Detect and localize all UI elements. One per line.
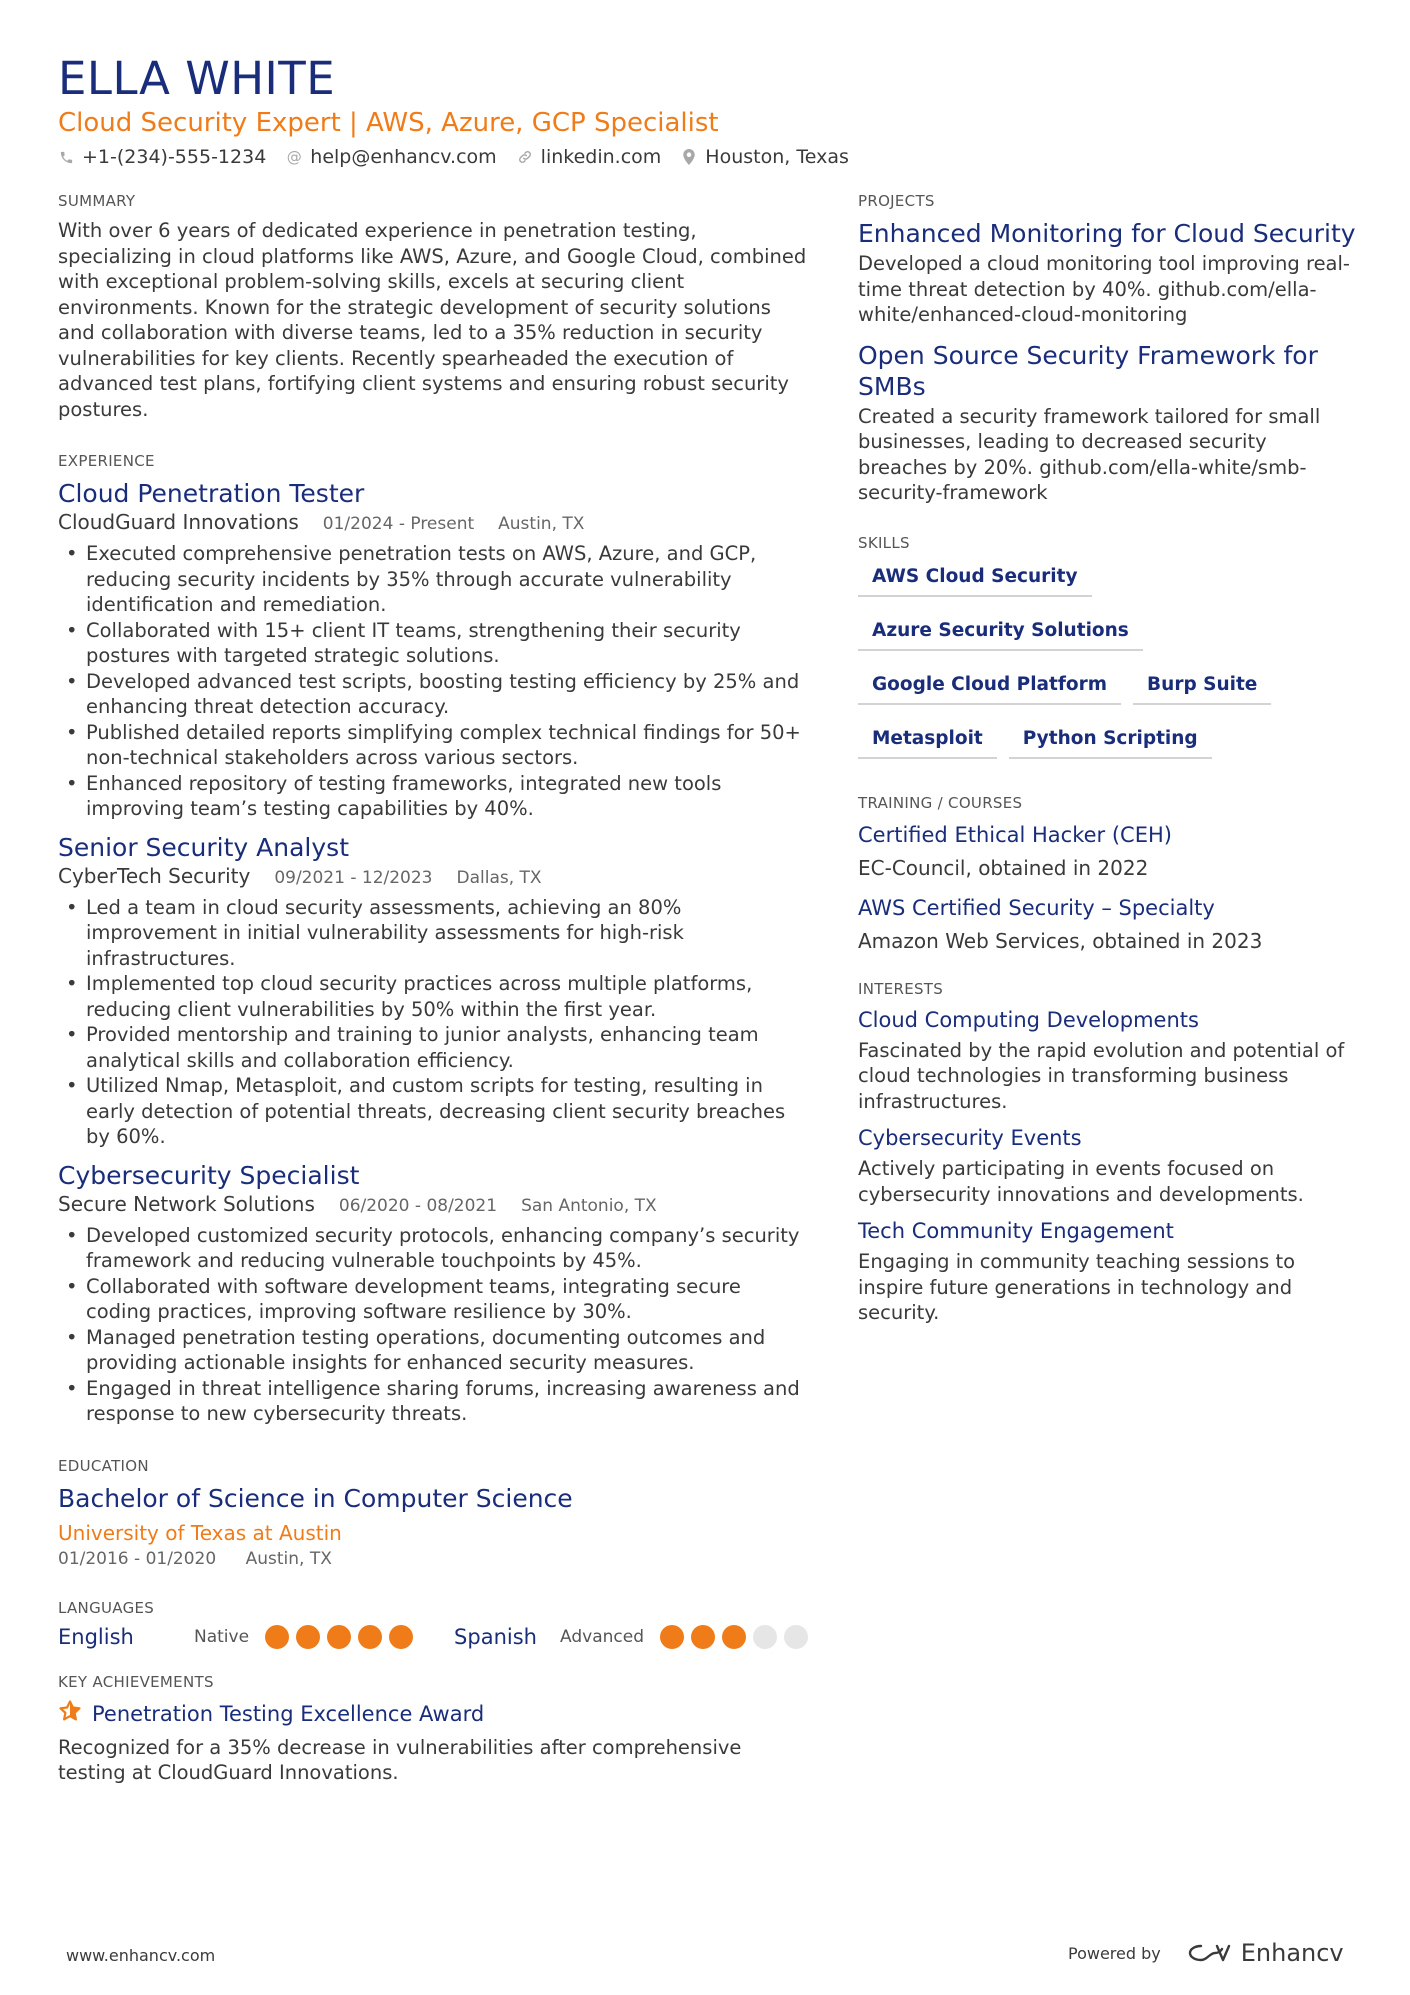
job-bullet: • Published detailed reports simplifying complex technical findings for 50+ non-technical stakeholders across various sectors. — [58, 720, 808, 771]
job-company: Secure Network Solutions — [58, 1191, 315, 1216]
rating-dot-empty — [784, 1625, 808, 1649]
candidate-name: ELLA WHITE — [58, 52, 336, 105]
education-heading: EDUCATION — [58, 1456, 149, 1475]
training-item — [858, 893, 1358, 956]
skill-tag: Metasploit — [858, 722, 997, 759]
rating-dot-filled — [389, 1625, 413, 1649]
training-item — [858, 820, 1358, 883]
job-dates: 01/2024 - Present — [322, 514, 475, 534]
rating-dot-filled — [722, 1625, 746, 1649]
link-icon — [517, 149, 533, 165]
job-title: Cybersecurity Specialist — [58, 1160, 360, 1190]
rating-dot-empty — [753, 1625, 777, 1649]
job-entry — [58, 1160, 808, 1427]
skill-list — [858, 560, 1378, 776]
language-level: Advanced — [560, 1626, 645, 1647]
job-bullet: • Provided mentorship and training to junior analysts, enhancing team analytical skills and collaboration efficiency. — [58, 1022, 808, 1073]
language-level: Native — [194, 1626, 250, 1647]
skills-heading: SKILLS — [858, 533, 910, 552]
job-bullet: • Managed penetration testing operations, documenting outcomes and providing actionable insights for enhanced security measures. — [58, 1325, 808, 1376]
education-meta — [58, 1547, 808, 1571]
star-icon — [58, 1699, 82, 1729]
job-bullet: • Collaborated with 15+ client IT teams, strengthening their security postures with targeted strategic solutions. — [58, 618, 808, 669]
language-list — [58, 1625, 808, 1649]
job-entry — [58, 478, 808, 822]
job-dates: 06/2020 - 08/2021 — [338, 1195, 498, 1216]
brand-logo[interactable] — [1187, 1939, 1344, 1967]
experience-heading: EXPERIENCE — [58, 452, 155, 470]
languages-heading: LANGUAGES — [58, 1598, 155, 1617]
interests-heading: INTERESTS — [858, 979, 944, 998]
contact-location — [681, 146, 849, 168]
job-company: CloudGuard Innovations — [58, 510, 299, 534]
project-item — [858, 340, 1358, 506]
job-entry — [58, 832, 808, 1150]
summary-section — [58, 192, 808, 422]
training-sub: EC-Council, obtained in 2022 — [858, 855, 1149, 880]
training-heading: TRAINING / COURSES — [858, 793, 1023, 812]
summary-heading: SUMMARY — [58, 192, 136, 210]
language-item — [58, 1625, 420, 1649]
skills-section — [858, 534, 1358, 776]
language-rating — [660, 1625, 815, 1649]
job-bullet: • Utilized Nmap, Metasploit, and custom scripts for testing, resulting in early detection of potential threats, decreasing client security breaches by 60%. — [58, 1073, 808, 1150]
interest-item — [858, 1217, 1358, 1326]
candidate-headline: Cloud Security Expert | AWS, Azure, GCP Specialist — [58, 108, 719, 138]
rating-dot-filled — [327, 1625, 351, 1649]
job-title: Cloud Penetration Tester — [58, 479, 365, 508]
powered-by-label: Powered by — [1068, 1943, 1161, 1963]
skill-tag: Burp Suite — [1133, 668, 1271, 705]
right-column — [858, 192, 1358, 1326]
interests-section — [858, 980, 1358, 1326]
interest-title: Cloud Computing Developments — [858, 1007, 1199, 1032]
job-location: San Antonio, TX — [521, 1195, 657, 1216]
achievements-heading: KEY ACHIEVEMENTS — [58, 1672, 214, 1691]
job-bullet: • Executed comprehensive penetration tests on AWS, Azure, and GCP, reducing security incidents by 35% through accurate vulnerability identification and remediation. — [58, 541, 808, 618]
interest-title: Cybersecurity Events — [858, 1126, 1082, 1150]
rating-dot-filled — [265, 1625, 289, 1649]
project-item — [858, 218, 1358, 328]
phone-text[interactable]: +1-(234)-555-1234 — [82, 146, 267, 168]
education-degree: Bachelor of Science in Computer Science — [58, 1483, 573, 1513]
interest-desc: Fascinated by the rapid evolution and potential of cloud technologies in transforming business infrastructures. — [858, 1038, 1345, 1113]
education-dates: 01/2016 - 01/2020 — [58, 1548, 217, 1569]
interest-item — [858, 1006, 1358, 1115]
skill-tag: Azure Security Solutions — [858, 614, 1143, 651]
education-location: Austin, TX — [245, 1548, 332, 1569]
job-company: CyberTech Security — [58, 863, 251, 888]
achievements-section — [58, 1673, 808, 1786]
phone-icon — [58, 149, 74, 165]
rating-dot-filled — [660, 1625, 684, 1649]
training-title: AWS Certified Security – Specialty — [858, 895, 1215, 920]
enhancv-logo-icon — [1187, 1942, 1231, 1964]
footer-website[interactable]: www.enhancv.com — [66, 1946, 216, 1965]
rating-dot-filled — [691, 1625, 715, 1649]
job-location: Dallas, TX — [456, 867, 542, 888]
job-bullet: • Implemented top cloud security practices across multiple platforms, reducing client vulnerabilities by 50% within the first year. — [58, 971, 808, 1022]
project-title: Enhanced Monitoring for Cloud Security — [858, 219, 1356, 248]
job-bullet: • Enhanced repository of testing frameworks, integrated new tools improving team’s testing capabilities by 40%. — [58, 771, 808, 822]
contact-email — [286, 146, 496, 168]
training-sub: Amazon Web Services, obtained in 2023 — [858, 928, 1263, 953]
achievement-title-row — [58, 1699, 808, 1729]
job-bullets — [58, 1223, 808, 1427]
footer-branding — [1068, 1939, 1344, 1967]
skill-tag: AWS Cloud Security — [858, 560, 1092, 597]
job-bullets — [58, 541, 808, 822]
rating-dot-filled — [296, 1625, 320, 1649]
linkedin-text[interactable]: linkedin.com — [540, 146, 662, 168]
contact-bar — [58, 146, 869, 168]
job-bullet: • Led a team in cloud security assessments, achieving an 80% improvement in initial vulnerability assessments for high-risk infrastructures. — [58, 895, 808, 972]
job-meta — [58, 863, 808, 891]
job-bullet: • Engaged in threat intelligence sharing forums, increasing awareness and response to new cybersecurity threats. — [58, 1376, 808, 1427]
language-name: Spanish — [454, 1624, 537, 1649]
language-name: English — [58, 1624, 134, 1649]
language-item — [454, 1625, 815, 1649]
job-bullet: • Collaborated with software development teams, integrating secure coding practices, improving software resilience by 30%. — [58, 1274, 808, 1325]
achievement-title: Penetration Testing Excellence Award — [92, 1701, 485, 1726]
training-section — [858, 794, 1358, 956]
contact-linkedin — [517, 146, 662, 168]
at-icon: @ — [286, 148, 302, 166]
left-column — [58, 192, 808, 1786]
skill-tag: Python Scripting — [1009, 722, 1212, 759]
education-school: University of Texas at Austin — [58, 1520, 342, 1545]
job-meta — [58, 509, 808, 537]
achievement-desc: Recognized for a 35% decrease in vulnerabilities after comprehensive testing at CloudGuard Innovations. — [58, 1735, 742, 1784]
job-dates: 09/2021 - 12/2023 — [274, 867, 433, 888]
job-title: Senior Security Analyst — [58, 832, 350, 862]
job-bullets — [58, 895, 808, 1150]
email-text[interactable]: help@enhancv.com — [310, 146, 497, 168]
brand-name: Enhancv — [1240, 1939, 1344, 1967]
interest-title: Tech Community Engagement — [858, 1219, 1174, 1243]
job-meta — [58, 1191, 808, 1219]
contact-phone — [58, 146, 266, 168]
location-text: Houston, Texas — [705, 146, 849, 168]
training-title: Certified Ethical Hacker (CEH) — [858, 822, 1172, 847]
summary-text: With over 6 years of dedicated experience in penetration testing, specializing in cloud platforms like AWS, Azure, and Google Cloud, combined with exceptional problem-solving skills, excels at securing client environments. Known for the strategic development of security solutions and collaboration with diverse teams, led to a 35% reduction in security vulnerabilities for key clients. Recently spearheaded the execution of advanced test plans, fortifying client systems and ensuring robust security postures. — [58, 219, 807, 421]
education-section — [58, 1457, 808, 1571]
projects-heading: PROJECTS — [858, 192, 935, 210]
experience-section — [58, 452, 808, 1427]
job-bullet: • Developed advanced test scripts, boosting testing efficiency by 25% and enhancing threat detection accuracy. — [58, 669, 808, 720]
project-title: Open Source Security Framework for SMBs — [858, 340, 1318, 401]
location-pin-icon — [681, 149, 697, 165]
skill-tag: Google Cloud Platform — [858, 668, 1121, 705]
interest-item — [858, 1124, 1358, 1207]
languages-section — [58, 1599, 808, 1649]
project-desc: Created a security framework tailored for small businesses, leading to decreased security breaches by 20%. github.com/ella-white/smb-security-framework — [858, 404, 1321, 504]
interest-desc: Engaging in community teaching sessions to inspire future generations in technology and security. — [858, 1250, 1296, 1324]
interest-desc: Actively participating in events focused on cybersecurity innovations and developments. — [858, 1157, 1304, 1206]
job-location: Austin, TX — [498, 514, 585, 534]
projects-section — [858, 192, 1358, 506]
language-rating — [265, 1625, 420, 1649]
project-desc: Developed a cloud monitoring tool improving real-time threat detection by 40%. github.com/ella-white/enhanced-cloud-monitoring — [858, 252, 1350, 326]
job-bullet: • Developed customized security protocols, enhancing company’s security framework and reducing vulnerable touchpoints by 45%. — [58, 1223, 808, 1274]
rating-dot-filled — [358, 1625, 382, 1649]
